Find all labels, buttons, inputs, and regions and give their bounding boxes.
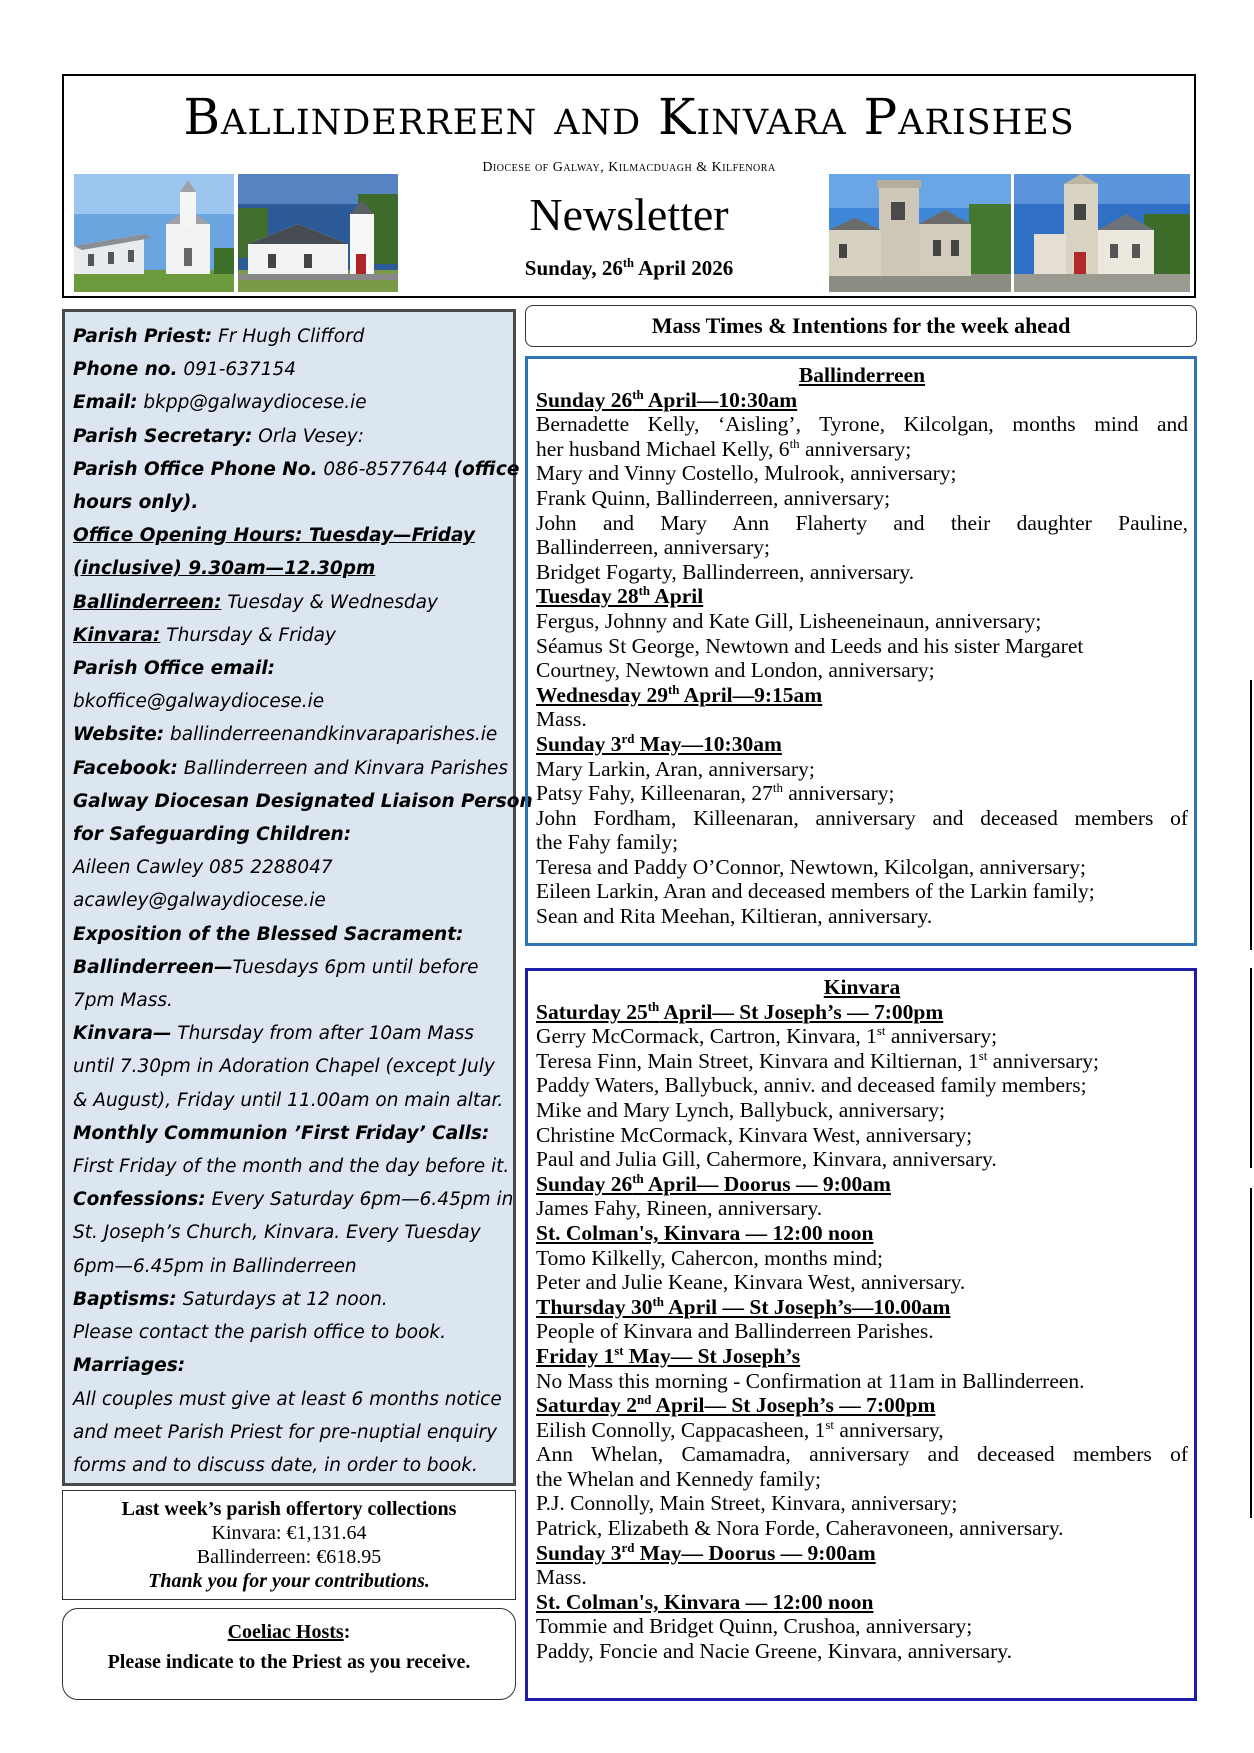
parish-info-box (62, 309, 533, 1486)
intention-line: Christine McCormack, Kinvara West, anniversary; (536, 1122, 973, 1147)
intention-line: Fergus, Johnny and Kate Gill, Lisheeneinaun, anniversary; (536, 608, 1042, 633)
mass-heading: Wednesday 29th April—9:15am (536, 682, 823, 707)
offertory-box (62, 1490, 516, 1600)
offertory-ballinderreen: Ballinderreen: €618.95 (196, 1546, 382, 1568)
ballinderreen-office-days: Ballinderreen: Tuesday & Wednesday (73, 591, 438, 613)
page-edge-rule (1250, 680, 1252, 950)
exposition-kinvara: Kinvara— Thursday from after 10am Mass (73, 1023, 474, 1045)
exposition-ballinderreen-2: 7pm Mass. (73, 990, 173, 1012)
intention-line: Tomo Kilkelly, Cahercon, months mind; (536, 1245, 884, 1270)
marriages-text: All couples must give at least 6 months notice (73, 1388, 502, 1410)
confessions: Confessions: Every Saturday 6pm—6.45pm in (73, 1189, 514, 1211)
confessions-3: 6pm—6.45pm in Ballinderreen (73, 1255, 357, 1277)
marriages-heading: Marriages: (73, 1355, 186, 1377)
office-email-label: Parish Office email: (73, 658, 276, 680)
kinvara-office-days: Kinvara: Thursday & Friday (73, 624, 336, 646)
intention-line: Mike and Mary Lynch, Ballybuck, anniversary; (536, 1097, 945, 1122)
intention-line: Ballinderreen, anniversary; (536, 535, 771, 560)
mass-heading: St. Colman's, Kinvara — 12:00 noon (536, 1220, 874, 1245)
liaison-email: acawley@galwaydiocese.ie (73, 890, 326, 912)
mass-heading: Sunday 26th April—10:30am (536, 387, 798, 412)
mass-heading: Friday 1st May— St Joseph’s (536, 1343, 801, 1368)
offertory-kinvara: Kinvara: €1,131.64 (211, 1522, 367, 1544)
parish-title: Ballinderreen and Kinvara Parishes (183, 88, 1075, 146)
intention-line: the Whelan and Kennedy family; (536, 1466, 821, 1491)
intention-line: Bridget Fogarty, Ballinderreen, anniversary. (536, 559, 915, 584)
mass-heading: Sunday 26th April— Doorus — 9:00am (536, 1171, 891, 1196)
intention-line: Mass. (536, 707, 587, 732)
intention-line: Gerry McCormack, Cartron, Kinvara, 1st anniversary; (536, 1024, 998, 1049)
intention-line: Peter and Julie Keane, Kinvara West, anniversary. (536, 1270, 966, 1295)
intention-line: No Mass this morning - Confirmation at 11am in Ballinderreen. (536, 1368, 1085, 1393)
kinvara-mass-box (525, 968, 1197, 1701)
mass-heading: Sunday 3rd May— Doorus — 9:00am (536, 1540, 876, 1565)
intention-line: Séamus St George, Newtown and Leeds and his sister Margaret (536, 633, 1084, 658)
mass-heading: Saturday 2nd April— St Joseph’s — 7:00pm (536, 1393, 936, 1418)
intention-line: John Fordham, Killeenaran, anniversary and deceased members of (536, 805, 1188, 830)
intention-line: Teresa Finn, Main Street, Kinvara and Kiltiernan, 1st anniversary; (536, 1048, 1099, 1073)
offertory-thanks: Thank you for your contributions. (148, 1570, 430, 1592)
intention-line: the Fahy family; (536, 830, 679, 855)
diocese-subtitle: Diocese of Galway, Kilmacduagh & Kilfenora (482, 160, 776, 175)
intention-line: Mary Larkin, Aran, anniversary; (536, 756, 815, 781)
intention-line: Courtney, Newtown and London, anniversary; (536, 658, 935, 683)
mass-heading: Thursday 30th April — St Joseph’s—10.00am (536, 1294, 951, 1319)
church-photo-1 (74, 174, 234, 292)
intention-line: Patrick, Elizabeth & Nora Forde, Caheravoneen, anniversary. (536, 1516, 1064, 1541)
intention-line: Ann Whelan, Camamadra, anniversary and deceased members of (536, 1442, 1188, 1467)
office-email: bkoffice@galwaydiocese.ie (73, 691, 325, 713)
page-edge-rule (1250, 1188, 1252, 1518)
opening-hours: Office Opening Hours: Tuesday—Friday (73, 525, 475, 547)
website: Website: ballinderreenandkinvaraparishes.ie (73, 724, 498, 746)
exposition-kinvara-3: & August), Friday until 11.00am on main altar. (73, 1089, 504, 1111)
safeguarding-heading-2: for Safeguarding Children: (73, 824, 352, 846)
intention-line: Frank Quinn, Ballinderreen, anniversary; (536, 485, 891, 510)
intention-line: Patsy Fahy, Killeenaran, 27th anniversary; (536, 781, 895, 806)
coeliac-text: Please indicate to the Priest as you receive. (107, 1651, 471, 1673)
newsletter-header (62, 74, 1196, 298)
baptisms-note: Please contact the parish office to book. (73, 1322, 447, 1344)
intention-line: Teresa and Paddy O’Connor, Newtown, Kilcolgan, anniversary; (536, 854, 1086, 879)
liaison-name: Aileen Cawley 085 2288047 (73, 857, 333, 879)
newsletter-title: Newsletter (529, 189, 729, 240)
intention-line: John and Mary Ann Flaherty and their daughter Pauline, (536, 510, 1188, 535)
intention-line: Paddy Waters, Ballybuck, anniv. and deceased family members; (536, 1073, 1087, 1098)
marriages-text-3: forms and to discuss date, in order to book. (73, 1454, 478, 1476)
church-photo-3 (829, 174, 1011, 292)
email: Email: bkpp@galwaydiocese.ie (73, 392, 367, 414)
marriages-text-2: and meet Parish Priest for pre-nuptial enquiry (73, 1421, 498, 1443)
kinvara-title: Kinvara (823, 975, 901, 999)
intention-line: her husband Michael Kelly, 6th anniversary; (536, 436, 912, 461)
intention-line: Tommie and Bridget Quinn, Crushoa, anniversary; (536, 1614, 973, 1639)
mass-times-heading: Mass Times & Intentions for the week ahead (525, 305, 1197, 347)
intention-line: Eilish Connolly, Cappacasheen, 1st anniversary, (536, 1417, 944, 1442)
intention-line: Eileen Larkin, Aran and deceased members of the Larkin family; (536, 879, 1095, 904)
offertory-heading: Last week’s parish offertory collections (121, 1498, 457, 1520)
phone: Phone no. 091-637154 (73, 359, 297, 381)
intention-line: Sean and Rita Meehan, Kiltieran, anniversary. (536, 904, 933, 929)
facebook: Facebook: Ballinderreen and Kinvara Parishes (73, 757, 509, 779)
opening-hours-2: (inclusive) 9.30am—12.30pm (73, 558, 376, 580)
parish-secretary: Parish Secretary: Orla Vesey: (73, 425, 364, 447)
newsletter-date: Sunday, 26th April 2026 (524, 256, 734, 280)
church-photo-2 (238, 174, 398, 292)
parish-priest: Parish Priest: Fr Hugh Clifford (73, 326, 365, 347)
intention-line: James Fahy, Rineen, anniversary. (536, 1196, 823, 1221)
mass-heading: Tuesday 28th April (536, 584, 704, 609)
intention-line: Mass. (536, 1565, 587, 1590)
page-edge-rule (1250, 968, 1252, 1168)
intention-line: Mary and Vinny Costello, Mulrook, anniversary; (536, 461, 957, 486)
mass-heading: St. Colman's, Kinvara — 12:00 noon (536, 1589, 874, 1614)
communion-text: First Friday of the month and the day before it. (73, 1156, 510, 1178)
intention-line: Paul and Julia Gill, Cahermore, Kinvara, anniversary. (536, 1147, 997, 1172)
exposition-ballinderreen: Ballinderreen—Tuesdays 6pm until before (73, 956, 479, 978)
office-phone-note: hours only). (73, 492, 199, 514)
baptisms: Baptisms: Saturdays at 12 noon. (73, 1288, 388, 1310)
ballinderreen-title: Ballinderreen (798, 363, 926, 387)
intention-line: People of Kinvara and Ballinderreen Parishes. (536, 1319, 934, 1344)
safeguarding-heading: Galway Diocesan Designated Liaison Person (73, 790, 533, 812)
ballinderreen-mass-box (525, 356, 1197, 946)
communion-heading: Monthly Communion ’First Friday’ Calls: (73, 1122, 490, 1144)
coeliac-box (62, 1608, 516, 1700)
exposition-heading: Exposition of the Blessed Sacrament: (73, 923, 464, 945)
mass-heading: Sunday 3rd May—10:30am (536, 731, 782, 756)
intention-line: Paddy, Foncie and Nacie Greene, Kinvara, anniversary. (536, 1639, 1012, 1664)
intention-line: P.J. Connolly, Main Street, Kinvara, anniversary; (536, 1491, 958, 1516)
mass-heading: Saturday 25th April— St Joseph’s — 7:00pm (536, 999, 944, 1024)
office-phone: Parish Office Phone No. 086-8577644 (office (73, 458, 520, 480)
intention-line: Bernadette Kelly, ‘Aisling’, Tyrone, Kilcolgan, months mind and (536, 412, 1188, 437)
coeliac-heading: Coeliac Hosts: (227, 1621, 351, 1643)
church-photo-4 (1014, 174, 1190, 292)
exposition-kinvara-2: until 7.30pm in Adoration Chapel (except July (73, 1056, 495, 1078)
confessions-2: St. Joseph’s Church, Kinvara. Every Tuesday (73, 1222, 481, 1244)
